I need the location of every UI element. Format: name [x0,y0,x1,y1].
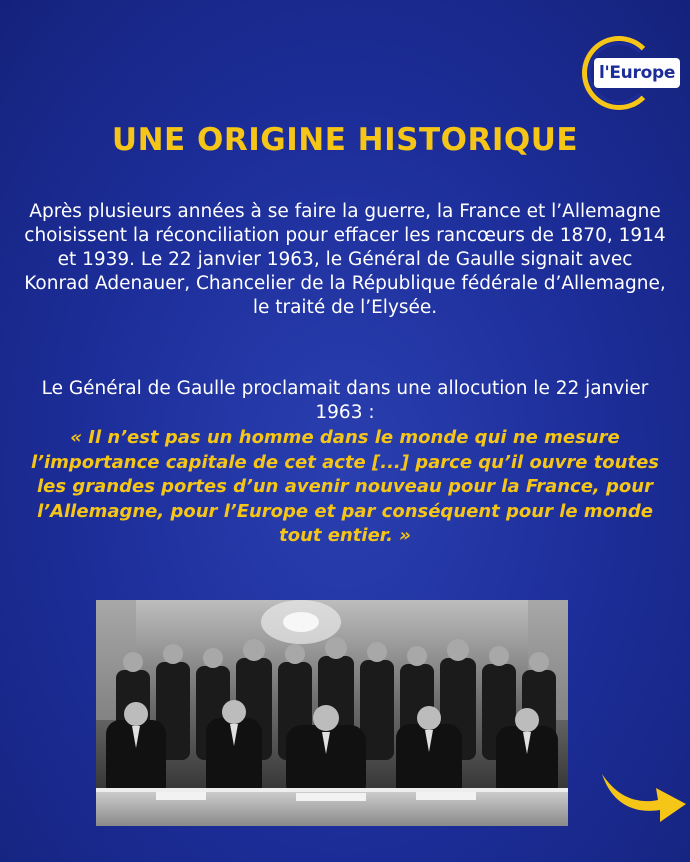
logo-label-box [594,58,680,88]
brand-logo [580,36,680,114]
de-gaulle-quote: « Il n’est pas un homme dans le monde qui ne mesure l’importance capitale de cet acte [...] parce qu’il ouvre toutes les grandes portes d’un avenir nouveau pour la France, pour l’Allemagne, pour l’Europe et par conséquent pour le monde tout entier. » [30,427,660,546]
historical-photo [96,600,568,826]
arrow-right-icon[interactable] [598,764,690,824]
photo-illustration [96,600,568,826]
intro-paragraph: Après plusieurs années à se faire la guerre, la France et l’Allemagne choisissent la réconciliation pour effacer les rancœurs de 1870, 1914 et 1939. Le 22 janvier 1963, le Général de Gaulle signait avec Konrad Adenauer, Chancelier de la République fédérale d’Allemagne, le traité de l’Elysée. [24,201,666,318]
logo-text: l'Europe [598,63,676,83]
page-title: UNE ORIGINE HISTORIQUE [111,122,579,158]
speech-intro-paragraph: Le Général de Gaulle proclamait dans une allocution le 22 janvier 1963 : [41,378,649,423]
